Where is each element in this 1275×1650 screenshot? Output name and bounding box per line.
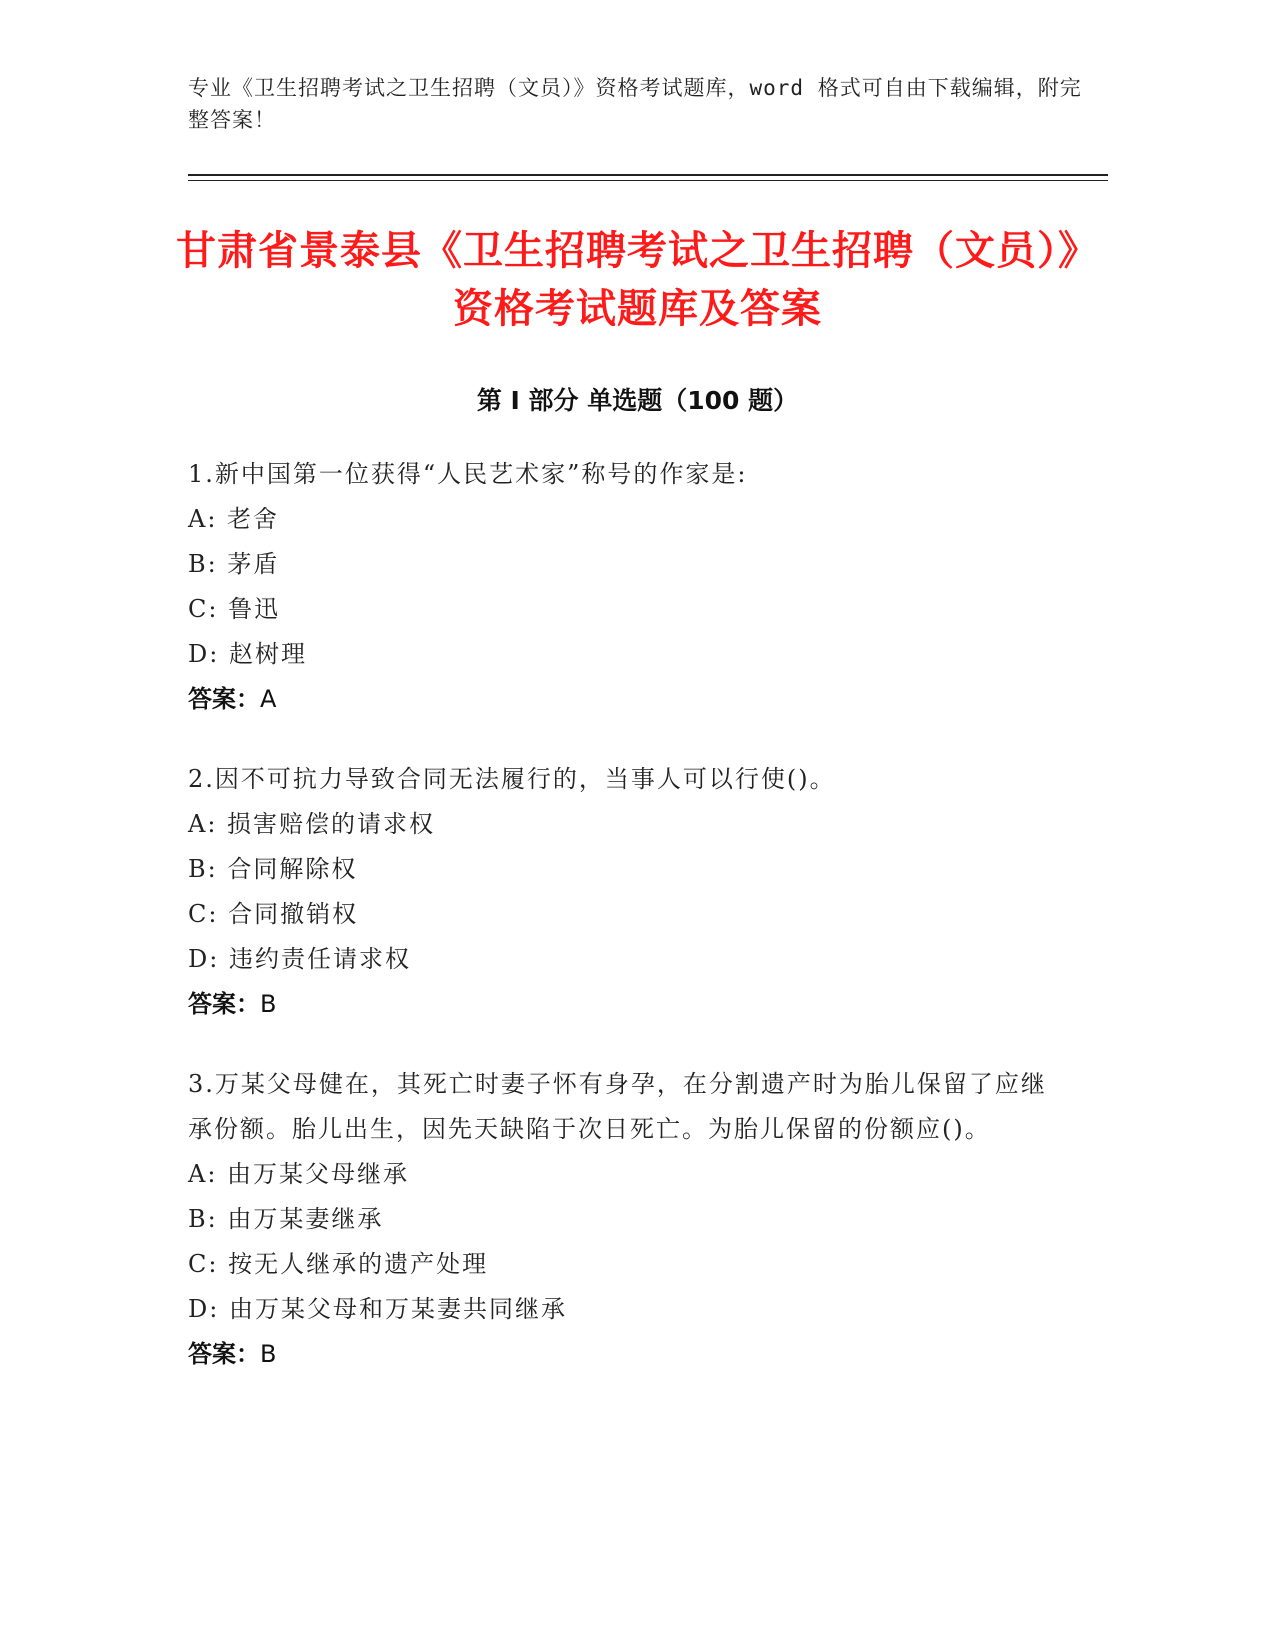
answer-label: 答案： bbox=[188, 685, 260, 713]
option-b: B: 合同解除权 bbox=[188, 855, 358, 883]
question-1 bbox=[188, 452, 1068, 722]
option-c: C: 鲁迅 bbox=[188, 595, 281, 623]
question-3 bbox=[188, 1062, 1068, 1377]
option-b: B: 茅盾 bbox=[188, 550, 280, 578]
option-c: C: 按无人继承的遗产处理 bbox=[188, 1250, 489, 1278]
answer-line bbox=[188, 1332, 1068, 1377]
option-b: B: 由万某妻继承 bbox=[188, 1205, 384, 1233]
answer-value: B bbox=[260, 1340, 277, 1368]
option-d: D: 由万某父母和万某妻共同继承 bbox=[188, 1295, 567, 1323]
option-a: A: 损害赔偿的请求权 bbox=[188, 810, 436, 838]
answer-line bbox=[188, 677, 1068, 722]
header-note: 专业《卫生招聘考试之卫生招聘（文员）》资格考试题库，word 格式可自由下载编辑，附完整答案！ bbox=[188, 76, 1082, 132]
question-stem: 1.新中国第一位获得“人民艺术家”称号的作家是: bbox=[188, 460, 748, 488]
header-divider-thin bbox=[188, 180, 1108, 181]
answer-line bbox=[188, 982, 1068, 1027]
section-title: 第 I 部分 单选题（100 题） bbox=[476, 386, 799, 415]
answer-label: 答案： bbox=[188, 990, 260, 1018]
option-d: D: 违约责任请求权 bbox=[188, 945, 411, 973]
option-a: A: 由万某父母继承 bbox=[188, 1160, 410, 1188]
answer-value: B bbox=[260, 990, 277, 1018]
question-stem: 3.万某父母健在，其死亡时妻子怀有身孕，在分割遗产时为胎儿保留了应继承份额。胎儿出生，因先天缺陷于次日死亡。为胎儿保留的份额应()。 bbox=[188, 1070, 1047, 1143]
header-divider-thick bbox=[188, 174, 1108, 176]
option-a: A: 老舍 bbox=[188, 505, 280, 533]
option-c: C: 合同撤销权 bbox=[188, 900, 359, 928]
option-d: D: 赵树理 bbox=[188, 640, 307, 668]
answer-label: 答案： bbox=[188, 1340, 260, 1368]
question-2 bbox=[188, 757, 1068, 1027]
document-title: 甘肃省景泰县《卫生招聘考试之卫生招聘（文员）》资格考试题库及答案 bbox=[176, 228, 1099, 332]
answer-value: A bbox=[260, 685, 277, 713]
question-stem: 2.因不可抗力导致合同无法履行的，当事人可以行使()。 bbox=[188, 765, 836, 793]
